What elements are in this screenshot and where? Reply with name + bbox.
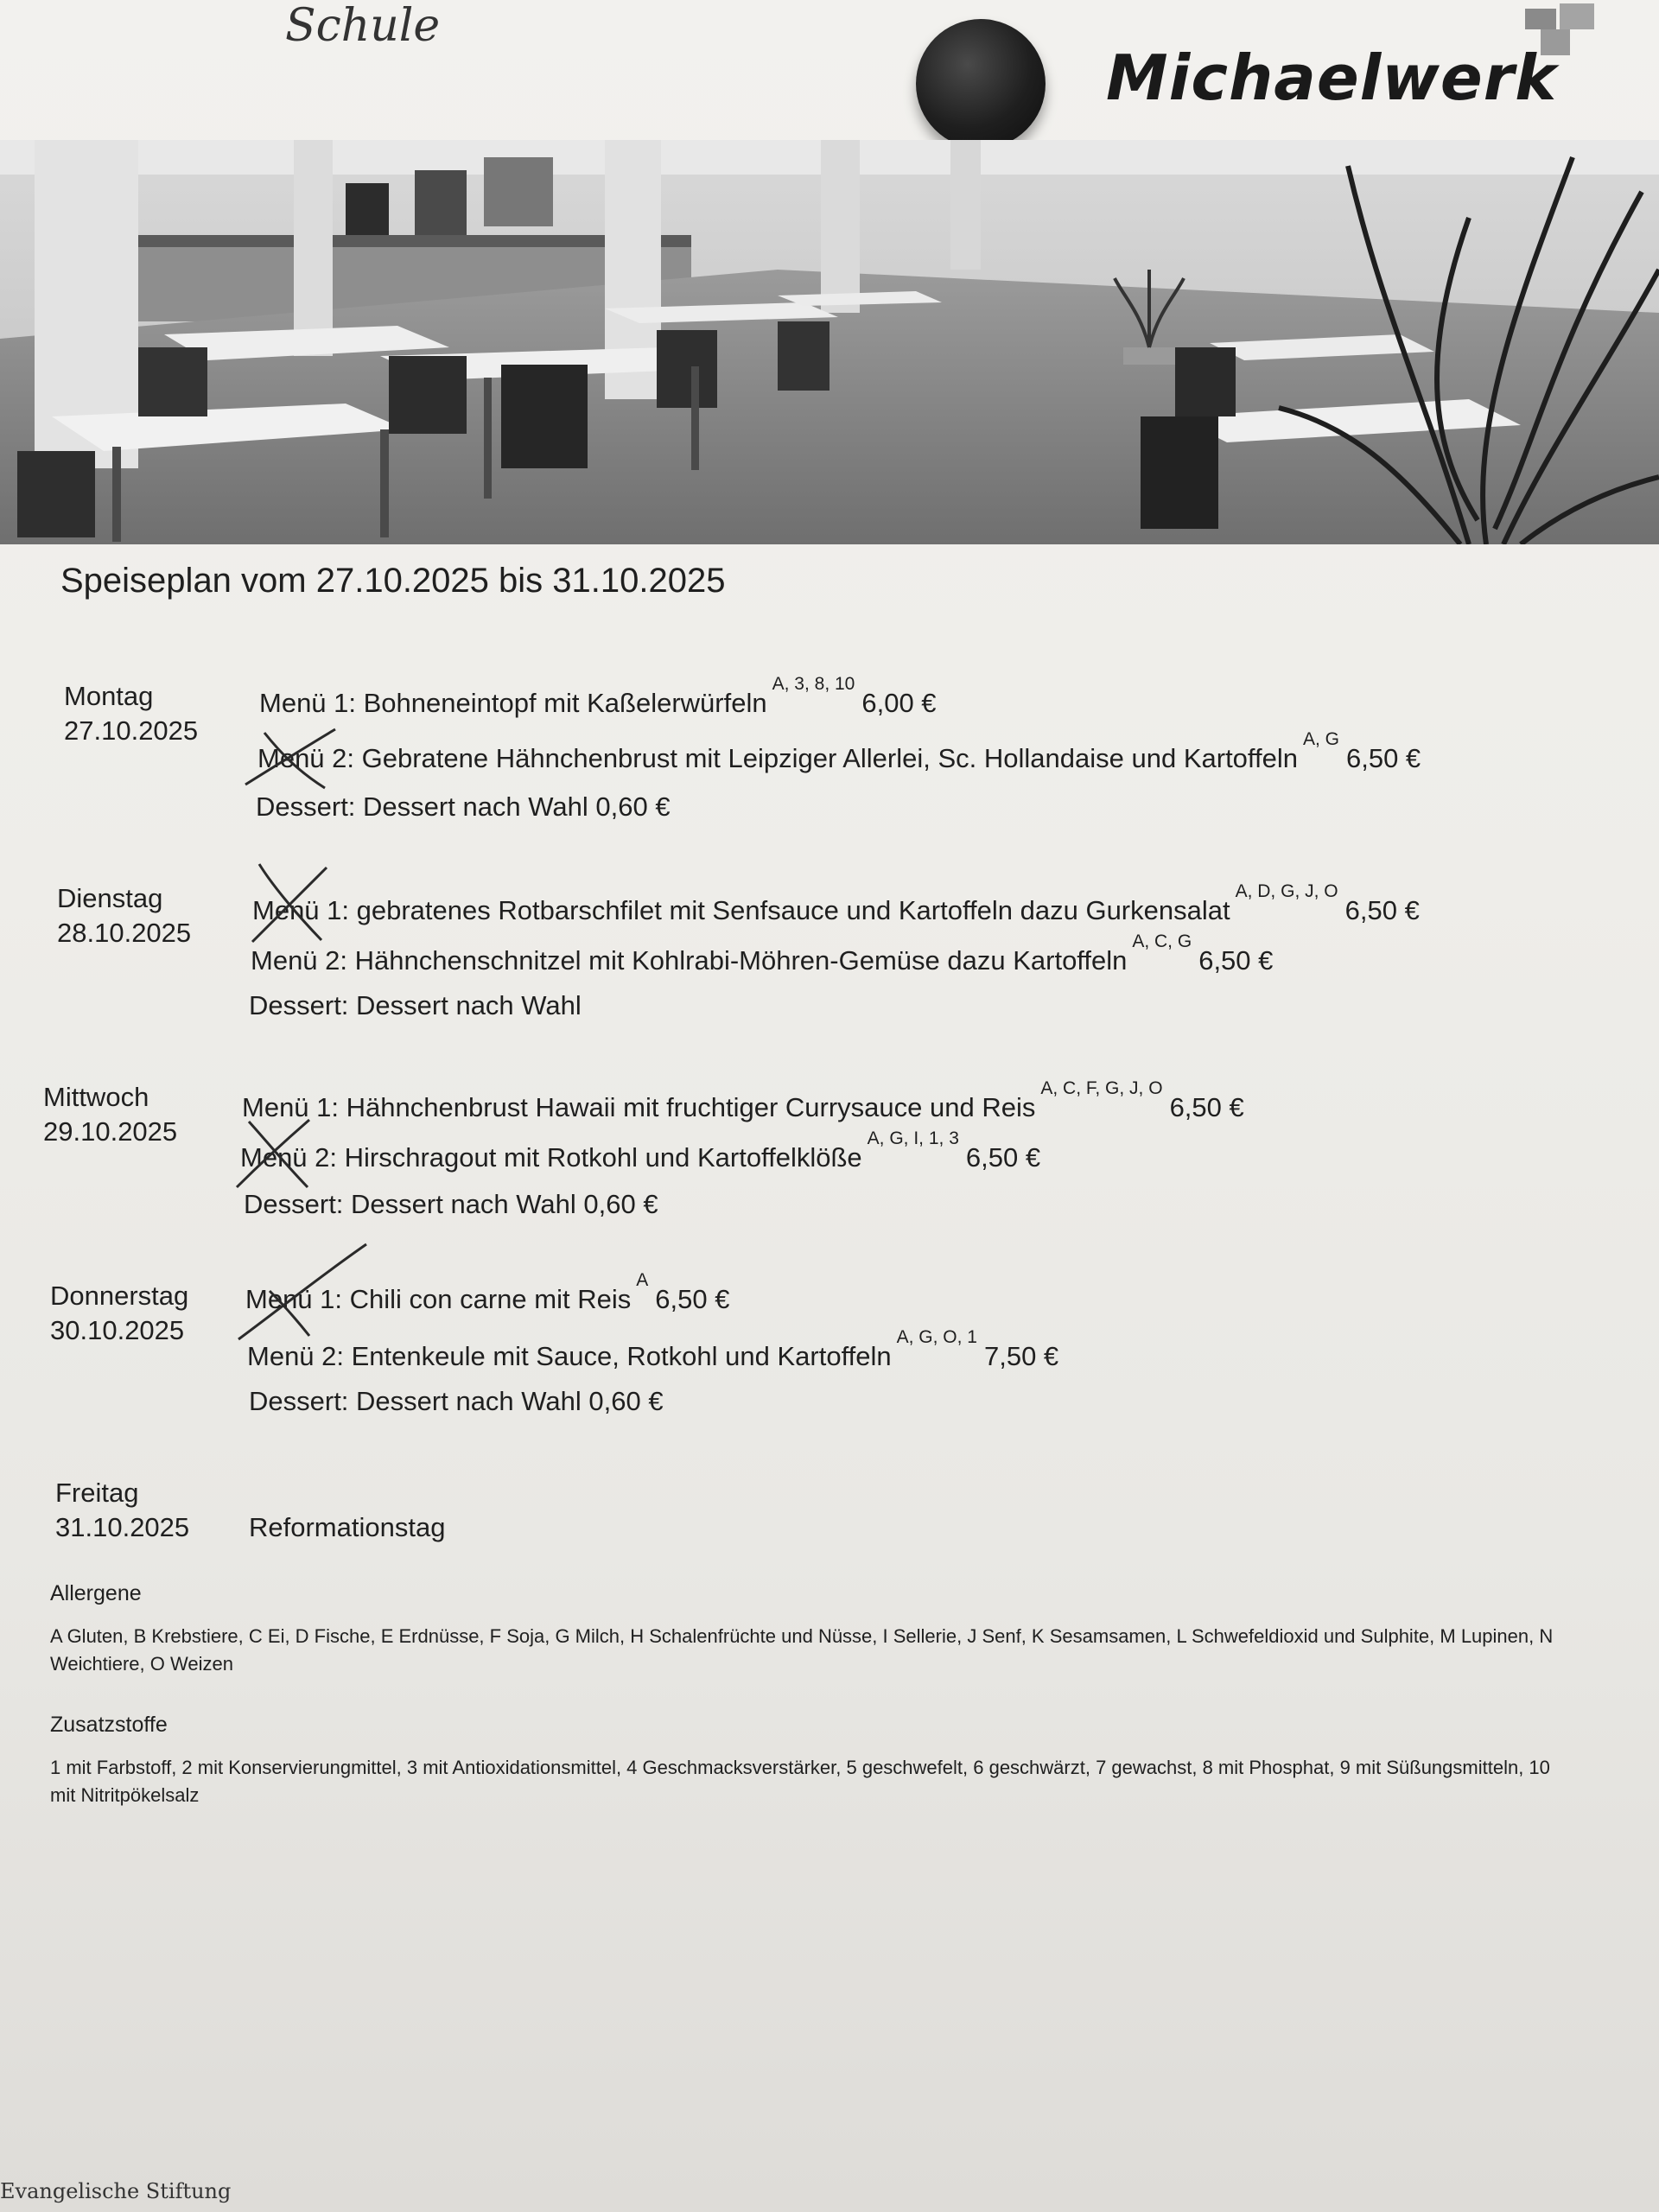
price: 6,50 € [655,1284,730,1314]
menu-item [249,1512,445,1543]
date: 29.10.2025 [43,1116,178,1147]
cross-out-mark [235,1241,373,1344]
menu-text: Reformationstag [249,1512,446,1542]
menu-text: Dessert: Dessert nach Wahl 0,60 € [249,1386,664,1416]
canteen-photo [0,140,1659,544]
weekday: Mittwoch [43,1082,149,1112]
price: 6,50 € [1198,945,1274,976]
price: 6,50 € [1345,743,1421,773]
menu-text: Menü 1: Chili con carne mit Reis [245,1284,632,1314]
day-label [50,1279,188,1348]
date: 30.10.2025 [50,1315,185,1345]
weekday: Donnerstag [50,1281,189,1311]
price: 6,00 € [861,688,937,718]
fridge-magnet [916,19,1046,149]
menu-item [259,674,937,719]
menu-text: Menü 2: Gebratene Hähnchenbrust mit Leipziger Allerlei, Sc. Hollandaise und Kartoffeln [257,743,1298,773]
menu-item [249,990,582,1021]
menu-item [244,1189,658,1220]
menu-text: Dessert: Dessert nach Wahl 0,60 € [244,1189,658,1219]
menu-item [240,1128,1041,1173]
allergene-text: A Gluten, B Krebstiere, C Ei, D Fische, E Erdnüsse, F Soja, G Milch, H Schalenfrüchte und Nüsse, I Sellerie, J Senf, K Sesamsamen, L Schwefeldioxid und Sulphite, M Lupinen, N Weichtiere, O Weizen [50,1625,1554,1675]
price: 6,50 € [965,1142,1041,1173]
footer-organization: Evangelische Stiftung [0,2179,232,2203]
menu-item [257,729,1421,774]
allergen-codes: A [636,1270,649,1290]
menu-text: Menü 2: Hähnchenschnitzel mit Kohlrabi-Möhren-Gemüse dazu Kartoffeln [251,945,1128,976]
menu-item [252,881,1420,926]
cross-out-mark [247,861,334,947]
zusatzstoffe-text: 1 mit Farbstoff, 2 mit Konservierungmittel, 3 mit Antioxidationsmittel, 4 Geschmacksverstärker, 5 geschwefelt, 6 geschwärzt, 7 gewachst, 8 mit Phosphat, 9 mit Süßungsmitteln, 10 mit Nitritpökelsalz [50,1757,1550,1806]
weekday: Dienstag [57,883,163,913]
day-label [64,679,198,748]
allergen-codes: A, C, G [1132,931,1192,951]
day-label [43,1080,177,1149]
handwritten-note: Schule [285,0,441,52]
menu-item [247,1327,1059,1372]
price: 6,50 € [1344,895,1420,925]
menu-text: Dessert: Dessert nach Wahl [249,990,582,1020]
day-label [57,881,191,950]
menu-text: Menü 1: Bohneneintopf mit Kaßelerwürfeln [259,688,767,718]
zusatzstoffe-heading: Zusatzstoffe [50,1713,168,1737]
cross-out-mark [232,1115,318,1192]
allergene-heading: Allergene [50,1581,142,1605]
menu-text: Menü 2: Entenkeule mit Sauce, Rotkohl und Kartoffeln [247,1341,892,1371]
date: 27.10.2025 [64,715,199,746]
allergen-codes: A, D, G, J, O [1235,881,1338,901]
menu-item [242,1078,1244,1123]
cross-out-mark [238,724,342,793]
date: 28.10.2025 [57,918,192,948]
allergen-codes: A, G, O, 1 [896,1327,977,1347]
menu-text: Menü 1: gebratenes Rotbarschfilet mit Senfsauce und Kartoffeln dazu Gurkensalat [252,895,1230,925]
date: 31.10.2025 [55,1512,190,1542]
menu-item [249,1386,664,1417]
allergen-codes: A, G [1302,729,1339,749]
price: 6,50 € [1169,1092,1244,1122]
allergen-codes: A, 3, 8, 10 [772,674,855,694]
brand-name: Michaelwerk [1106,41,1558,114]
allergen-codes: A, G, I, 1, 3 [867,1128,959,1148]
day-label [55,1476,189,1545]
allergen-codes: A, C, F, G, J, O [1040,1078,1163,1098]
menu-title: Speiseplan vom 27.10.2025 bis 31.10.2025 [60,562,726,600]
price: 7,50 € [983,1341,1059,1371]
menu-item [251,931,1274,976]
weekday: Montag [64,681,154,711]
weekday: Freitag [55,1478,139,1508]
menu-text: Menü 2: Hirschragout mit Rotkohl und Kartoffelklöße [240,1142,862,1173]
menu-text: Menü 1: Hähnchenbrust Hawaii mit fruchtiger Currysauce und Reis [242,1092,1036,1122]
menu-item [256,791,671,823]
menu-text: Dessert: Dessert nach Wahl 0,60 € [256,791,671,822]
